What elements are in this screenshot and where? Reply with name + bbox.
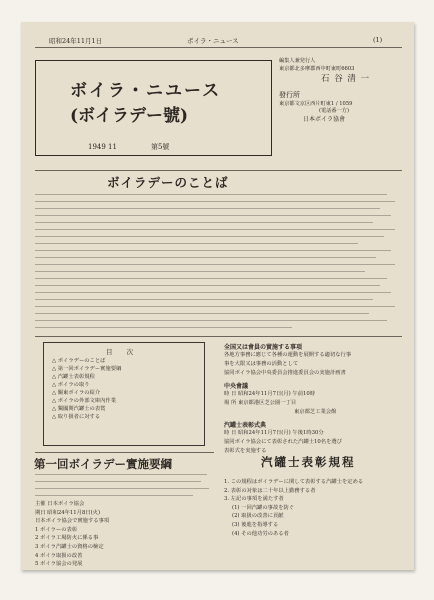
toc-item: △ 汽罐士表彰規程 — [52, 374, 95, 380]
list-item: 4 ボイラ取扱の改善 — [35, 552, 83, 559]
section2-paragraph — [35, 474, 214, 502]
toc-item: △ ボイラの取り — [52, 382, 90, 388]
section2-title: 第一回ボイラデー實施要綱 — [34, 457, 172, 471]
issue-number: 第5號 — [150, 143, 170, 151]
list-item: 1 ボイラーの表彰 — [35, 526, 78, 533]
toc-item: △ 取り扱者に対する — [52, 414, 101, 420]
publisher-line: 東京都北多摩郡西中町東町6603 — [279, 65, 355, 72]
list-item: (3) 後進を指導する — [232, 521, 279, 528]
list-item: 2. 表彰の対象は二十年以上勤務する者 — [224, 487, 316, 494]
publisher-line: 東京都文京区西片町東1 / 1059 — [279, 100, 353, 107]
section-rule — [35, 452, 214, 453]
toc-item: △ ボイラの外部文庫內作業 — [52, 398, 117, 404]
masthead — [35, 50, 270, 168]
schedule-text: 場 所 東京都港区芝公園一丁目 — [224, 400, 297, 406]
section3-list — [224, 478, 363, 538]
list-item: (1) 一回汽罐の事故を防ぐ — [232, 504, 295, 511]
section2-list — [35, 500, 109, 569]
list-item: 3 ボイラ汽罐士の資格の檢定 — [35, 543, 104, 550]
list-item: 期日 昭和24年11月8日(火) — [35, 509, 101, 516]
body-paragraph — [35, 194, 402, 334]
toc-item: △ 第一回ボイラデー實施要綱 — [52, 366, 122, 372]
schedule-heading: 汽罐士表彰式典 — [224, 422, 267, 429]
list-item: (4) その他功労のある者 — [232, 530, 289, 537]
section-rule — [35, 336, 402, 337]
publisher-label: 發行所 — [279, 91, 300, 100]
section-title: ボイラデーのことば — [107, 175, 229, 190]
list-item: 2 ボイラ工場防火に係る事 — [35, 535, 99, 542]
table-of-contents — [43, 342, 205, 446]
schedule-text: 時 日 昭和24年11月7日(月) 午後1時30分 — [224, 430, 324, 436]
list-item: 日本ボイラ協会で實施する事項 — [35, 518, 110, 525]
publisher-organization: 日本ボイラ協會 — [303, 115, 346, 123]
schedule-text: 各地方事務に應じて各種の運動を展開する適切な行事 — [224, 352, 352, 358]
newspaper-page — [21, 22, 414, 570]
schedule-heading: 中央會議 — [224, 383, 249, 390]
editor-name: 石 谷 清 一 — [321, 74, 371, 85]
list-item: 5 ボイラ協会の発展 — [35, 561, 83, 568]
publisher-line: 編集人兼発行人 — [279, 58, 316, 64]
issue-date: 1949 11 — [88, 143, 117, 151]
header-paper-name: ポイラ・ニュース — [187, 37, 239, 45]
schedule-text: 表彰式を実施する — [224, 448, 267, 454]
publisher-block — [279, 58, 401, 168]
masthead-title: ボイラ・ニユース — [70, 81, 222, 101]
header-page-number: (1) — [373, 36, 383, 44]
list-item: 3. 左記の事項を満たす者 — [224, 496, 284, 503]
schedule-text: 協同ボイラ協会にて表彰された汽罐士10名を選び — [224, 439, 342, 445]
schedule-text: 東京都芝工業会館 — [294, 409, 337, 415]
list-item: 1. この規程はボイラデーに関して表彰する汽罐士を定める — [224, 479, 364, 485]
toc-item: △ 獨國関汽罐士の表賞 — [52, 406, 106, 412]
toc-item: △ 關東ボイラの紹介 — [52, 390, 101, 396]
masthead-subtitle: (ボイラデー號) — [70, 106, 189, 126]
page-header — [35, 34, 402, 48]
list-item: (2) 取扱の改善に貢献 — [232, 513, 284, 520]
masthead-title-box — [35, 60, 272, 156]
header-date: 昭和24年11月1日 — [49, 37, 103, 45]
toc-title: 目 次 — [106, 348, 140, 356]
section3-title: 汽罐士表彰規程 — [261, 455, 356, 469]
schedule-text: 協同ボイラ協会中央委員会推進委員会の実施計画書 — [224, 370, 346, 376]
publisher-line: (電話番一方) — [319, 108, 349, 115]
schedule-heading: 全国又は會員の實施する事項 — [224, 344, 303, 351]
list-item: 主催 日本ボイラ協会 — [35, 501, 85, 507]
schedule-text: 事を大限又は事務の活動として — [224, 361, 299, 367]
schedule-text: 時 日 昭和24年11月7日(月) 午前10時 — [224, 391, 316, 397]
section-rule — [35, 170, 402, 171]
event-schedule-block — [224, 342, 402, 456]
toc-item: △ ボイラデーのことば — [52, 358, 106, 364]
toc-list — [52, 357, 121, 421]
issue-line — [88, 142, 169, 152]
